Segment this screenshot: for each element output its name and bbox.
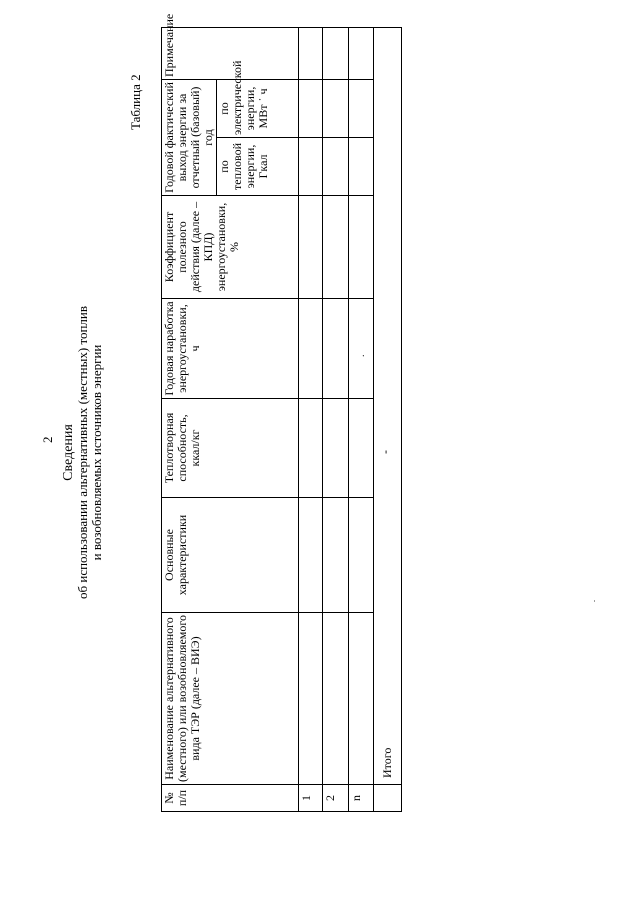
scan-artifact: . xyxy=(588,600,597,602)
table-cell xyxy=(349,498,374,613)
table-label: Таблица 2 xyxy=(128,74,143,130)
header-name: Наименование альтернативного (местного) или возобновляемого вида ТЭР (далее – ВИЭ) xyxy=(162,613,299,785)
table-cell xyxy=(299,138,323,196)
header-heat-capacity: Теплотворная способность, ккал/кг xyxy=(162,399,299,498)
table-cell xyxy=(323,138,349,196)
table-cell xyxy=(299,196,323,299)
row-number: n xyxy=(349,785,374,812)
title-line-3: и возобновляемых источников энергии xyxy=(89,344,104,561)
table-cell xyxy=(349,299,374,399)
table-cell xyxy=(323,498,349,613)
title-line-1: Сведения xyxy=(61,424,76,481)
table-cell xyxy=(299,399,323,498)
table-cell xyxy=(299,498,323,613)
table-cell xyxy=(323,613,349,785)
table-cell xyxy=(323,79,349,137)
row-number: 1 xyxy=(299,785,323,812)
table-row xyxy=(299,27,323,811)
table-cell xyxy=(349,399,374,498)
header-characteristics: Основные характеристики xyxy=(162,498,299,613)
table-cell xyxy=(349,79,374,137)
header-electric: по электрической энергии, МВт ˙ ч xyxy=(217,79,299,137)
table-cell xyxy=(323,299,349,399)
table-cell xyxy=(323,27,349,79)
page-number: 2 xyxy=(40,436,55,443)
table-cell xyxy=(349,613,374,785)
total-dot-mark: . xyxy=(356,354,367,357)
table-cell xyxy=(349,196,374,299)
table-cell xyxy=(299,27,323,79)
total-label: Итого xyxy=(374,27,402,784)
table-cell xyxy=(323,399,349,498)
row-number: 2 xyxy=(323,785,349,812)
table-cell xyxy=(299,79,323,137)
header-annual-hours: Годовая наработка энергоустановки, ч xyxy=(162,299,299,399)
title-line-2: об использовании альтернативных (местных) топлив xyxy=(75,306,90,599)
total-row xyxy=(374,27,402,811)
table-cell xyxy=(323,196,349,299)
table-cell xyxy=(349,138,374,196)
table-cell xyxy=(299,613,323,785)
header-num: № п/п xyxy=(162,785,299,812)
header-annual-output: Годовой фактический выход энергии за отчетный (базовый) год xyxy=(162,79,217,195)
header-thermal: по тепловой энергии, Гкал xyxy=(217,138,299,196)
table-cell xyxy=(374,785,402,812)
header-efficiency: Коэффициент полезного действия (далее – КПД) энергоустановки, % xyxy=(162,196,299,299)
table-cell xyxy=(299,299,323,399)
table-row xyxy=(323,27,349,811)
total-dash-mark: - xyxy=(378,450,392,454)
report-table xyxy=(161,13,402,812)
header-row-1 xyxy=(162,27,217,811)
table-row xyxy=(349,27,374,811)
header-note: Примечание xyxy=(162,27,299,79)
document-title xyxy=(62,0,104,905)
table-cell xyxy=(349,27,374,79)
